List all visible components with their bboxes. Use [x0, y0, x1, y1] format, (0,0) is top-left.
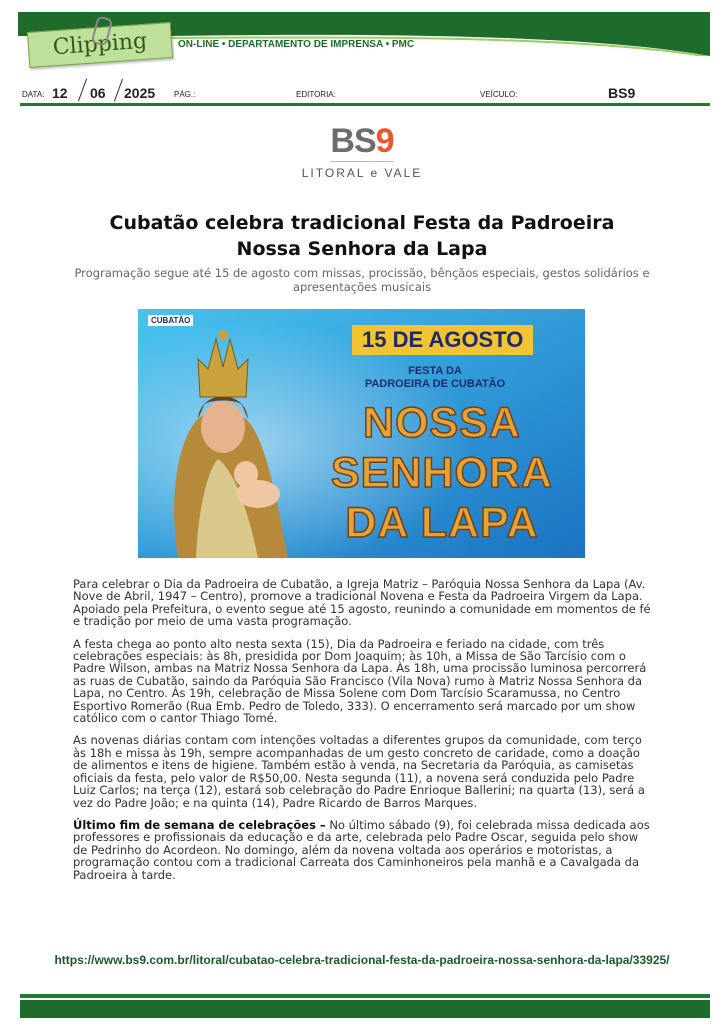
image-headline-line2: SENHORA	[330, 449, 554, 497]
date-separator	[114, 79, 123, 102]
footer-line	[20, 994, 710, 998]
veiculo-value: BS9	[608, 85, 636, 101]
article-paragraph-last	[73, 819, 653, 881]
page-label: PÁG.:	[174, 90, 196, 99]
date-month: 06	[90, 85, 106, 101]
article-paragraph: A festa chega ao ponto alto nesta sexta (15), Dia da Padroeira e feriado na cidade, com três celebrações especiais: às 8h, presidida por Dom Joaquim; às 10h, a Missa de São Tarcísio com o Padre Wilson, ambas na Matriz Nossa Senhora da Lapa. Às 18h, uma procissão luminosa percorrerá as ruas de Cubatão, saindo da Paróquia São Francisco (Vila Nova) rumo à Matriz Nossa Senhora da Lapa, no Centro. Às 19h, celebração de Missa Solene com Dom Tarcísio Scaramussa, no Centro Esportivo Romerão (Rua Emb. Pedro de Toledo, 333). O encerramento será marcado por um show católico com o cantor Thiago Tomé.	[73, 636, 647, 726]
logo-subtitle: LITORAL e VALE	[301, 166, 423, 180]
section-text: No último sábado (9), foi celebrada missa dedicada aos professores e profissionais da educação e da arte, celebrada pelo Padre Oscar, seguida pelo show de Pedrinho do Acordeon. No domingo, além da novena voltada aos operários e motoristas, a programação contou com a tradicional Carreata dos Caminhoneiros pela manhã e a Cavalgada da Padroeira à tarde.	[73, 817, 650, 882]
date-day: 12	[52, 85, 68, 101]
clipping-badge: Clipping	[27, 22, 173, 68]
section-heading: Último fim de semana de celebrações –	[73, 817, 326, 832]
image-date: 15 DE AGOSTO	[352, 325, 533, 355]
article-body	[73, 578, 653, 891]
article-image	[138, 309, 585, 558]
meta-row	[20, 84, 710, 104]
article-subtitle: Programação segue até 15 de agosto com missas, procissão, bênçãos especiais, gestos solidários e apresentações musicais	[74, 266, 650, 294]
logo-brand-gray: BS	[330, 122, 376, 160]
date-year: 2025	[124, 85, 156, 101]
footer-band	[20, 1000, 710, 1018]
image-headline-line3: DA LAPA	[345, 499, 539, 547]
department-label: ON-LINE • DEPARTAMENTO DE IMPRENSA • PMC	[178, 39, 415, 50]
image-feast	[350, 365, 520, 391]
editoria-label: EDITORIA:	[296, 90, 336, 99]
logo-rule	[330, 161, 394, 162]
logo-brand-orange: 9	[375, 122, 394, 160]
meta-divider	[20, 103, 710, 106]
image-headline-line1: NOSSA	[363, 399, 521, 447]
date-separator	[78, 79, 87, 102]
veiculo-label: VEÍCULO:	[480, 90, 518, 99]
source-url[interactable]: https://www.bs9.com.br/litoral/cubatao-celebra-tradicional-festa-da-padroeira-nossa-senhora-da-lapa/33925/	[54, 953, 670, 967]
date-label: DATA:	[22, 90, 45, 99]
cubatao-badge: CUBATÃO	[148, 315, 193, 326]
bs9-logo	[300, 122, 424, 180]
article-paragraph: As novenas diárias contam com intenções voltadas a diferentes grupos da comunidade, com terço às 18h e missa às 19h, sempre acompanhadas de um gesto concreto de caridade, como a doação de alimentos e itens de higiene. Também estão à venda, na Secretaria da Paróquia, as camisetas oficiais da festa, pelo valor de R$50,00. Nesta segunda (11), a novena será conduzida pelo Padre Luiz Carlos; na terça (12), estará sob celebração do Padre Enrioque Ballerini; na quarta (13), será a vez do Padre João; e na quinta (14), Padre Ricardo de Barros Marques.	[73, 733, 645, 810]
image-feast-line1: FESTA DA	[408, 365, 462, 377]
article-title: Cubatão celebra tradicional Festa da Padroeira Nossa Senhora da Lapa	[109, 212, 615, 260]
article-paragraph: Para celebrar o Dia da Padroeira de Cubatão, a Igreja Matriz – Paróquia Nossa Senhora da Lapa (Av. Nove de Abril, 1947 – Centro), promove a tradicional Novena e Festa da Padroeira Virgem da Lapa. Apoiado pela Prefeitura, o evento segue até 15 agosto, reunindo a comunidade em momentos de fé e tradição por meio de uma vasta programação.	[73, 577, 651, 629]
image-feast-line2: PADROEIRA DE CUBATÃO	[364, 378, 506, 390]
